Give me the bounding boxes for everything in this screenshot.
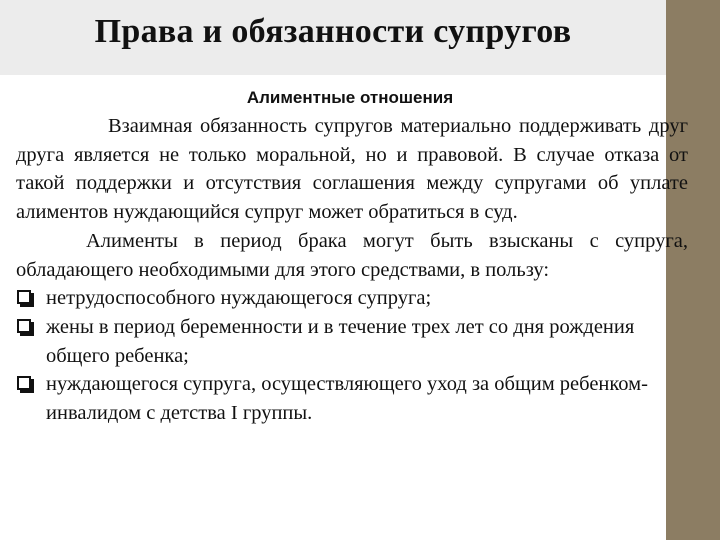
- list-item: [16, 284, 688, 313]
- bullet-text: нуждающегося супруга, осуществляющего уход за общим ребенком-инвалидом с детства I группы.: [46, 373, 648, 425]
- bullet-list: [16, 284, 688, 428]
- list-item: [16, 370, 688, 427]
- paragraph-alimony: Алименты в период брака могут быть взысканы с супруга, обладающего необходимыми для этого средствами, в пользу:: [16, 229, 688, 281]
- checkbox-bullet-icon: [17, 290, 31, 304]
- slide-subtitle: Алиментные отношения: [246, 88, 454, 107]
- checkbox-bullet-icon: [17, 319, 31, 333]
- checkbox-bullet-icon: [17, 376, 31, 390]
- list-item: [16, 313, 688, 370]
- bullet-text: нетрудоспособного нуждающегося супруга;: [46, 287, 432, 310]
- bullet-text: жены в период беременности и в течение трех лет со дня рождения общего ребенка;: [46, 315, 635, 367]
- slide-content: [16, 112, 688, 428]
- slide-title: Права и обязанности супругов: [94, 13, 572, 50]
- paragraph-obligation: Взаимная обязанность супругов материально поддерживать друг друга является не только моральной, но и правовой. В случае отказа от такой поддержки и отсутствия соглашения между супругами об уплате алиментов нуждающийся супруг может обратиться в суд.: [16, 115, 688, 224]
